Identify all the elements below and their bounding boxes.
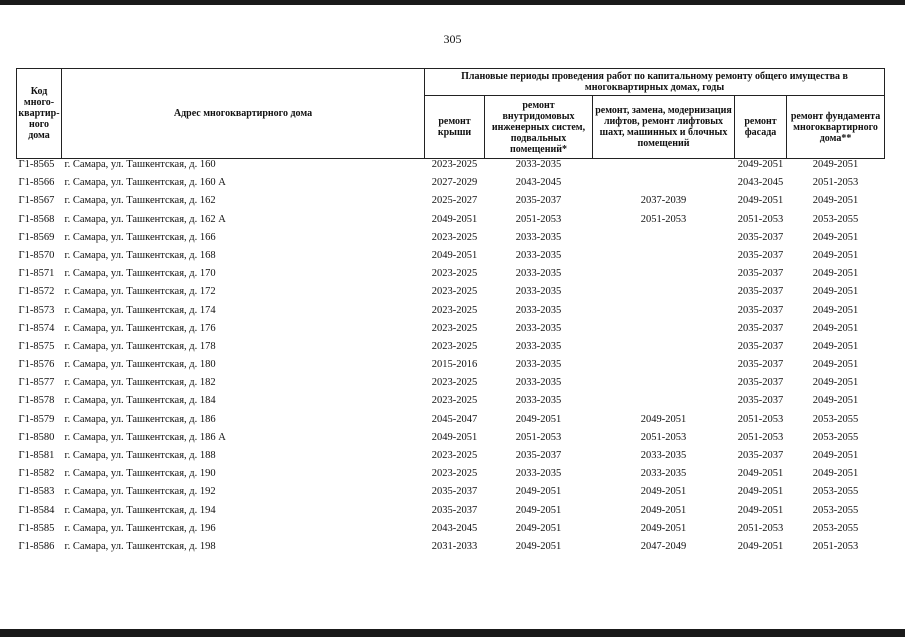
header-foundation: ремонт фундамента многоквартирного дома** <box>787 96 885 159</box>
row-foundation-period: 2051-2053 <box>812 177 859 189</box>
row-address: г. Самара, ул. Ташкентская, д. 168 <box>64 249 216 261</box>
row-foundation-period: 2053-2055 <box>812 431 859 443</box>
row-lifts-period <box>593 159 735 178</box>
table-row <box>17 468 885 486</box>
row-roof-period: 2015-2016 <box>431 359 478 371</box>
table-row <box>17 505 885 523</box>
table-row <box>17 395 885 413</box>
repair-schedule-table <box>16 68 885 559</box>
top-border-rule <box>0 0 905 5</box>
row-address: г. Самара, ул. Ташкентская, д. 184 <box>64 395 216 407</box>
table-row <box>17 195 885 213</box>
row-address: г. Самара, ул. Ташкентская, д. 192 <box>64 486 216 498</box>
table-row <box>17 450 885 468</box>
row-code: Г1-8574 <box>18 322 55 334</box>
row-facade-period: 2035-2037 <box>737 322 784 334</box>
row-roof-period: 2023-2025 <box>431 286 478 298</box>
row-code: Г1-8583 <box>18 486 55 498</box>
table-row <box>17 486 885 504</box>
row-address: г. Самара, ул. Ташкентская, д. 196 <box>64 522 216 534</box>
row-roof-period: 2023-2025 <box>431 159 478 170</box>
table-row <box>17 250 885 268</box>
row-foundation-period: 2049-2051 <box>812 195 859 207</box>
row-code: Г1-8579 <box>18 413 55 425</box>
row-systems-period: 2049-2051 <box>515 522 562 534</box>
row-facade-period: 2051-2053 <box>737 522 784 534</box>
table-row <box>17 359 885 377</box>
row-systems-period: 2049-2051 <box>515 486 562 498</box>
row-address: г. Самара, ул. Ташкентская, д. 186 А <box>64 431 226 443</box>
row-systems-period: 2033-2035 <box>515 286 562 298</box>
row-roof-period: 2031-2033 <box>431 540 478 552</box>
row-code: Г1-8568 <box>18 213 55 225</box>
row-lifts-period <box>593 286 735 304</box>
row-foundation-period: 2049-2051 <box>812 340 859 352</box>
row-systems-period: 2033-2035 <box>515 322 562 334</box>
row-address: г. Самара, ул. Ташкентская, д. 194 <box>64 504 216 516</box>
row-systems-period: 2035-2037 <box>515 195 562 207</box>
row-roof-period: 2035-2037 <box>431 504 478 516</box>
row-lifts-period <box>593 323 735 341</box>
row-roof-period: 2023-2025 <box>431 377 478 389</box>
header-periods: Плановые периоды проведения работ по капитальному ремонту общего имущества в многоквартирных домах, годы <box>425 69 885 96</box>
row-foundation-period: 2053-2055 <box>812 486 859 498</box>
row-facade-period: 2035-2037 <box>737 359 784 371</box>
row-roof-period: 2023-2025 <box>431 304 478 316</box>
row-roof-period: 2049-2051 <box>431 431 478 443</box>
row-code: Г1-8581 <box>18 450 55 461</box>
row-roof-period: 2023-2025 <box>431 340 478 352</box>
row-facade-period: 2049-2051 <box>737 486 784 498</box>
row-systems-period: 2033-2035 <box>515 359 562 371</box>
row-code: Г1-8573 <box>18 304 55 316</box>
row-facade-period: 2049-2051 <box>737 195 784 207</box>
row-systems-period: 2033-2035 <box>515 159 562 170</box>
row-address: г. Самара, ул. Ташкентская, д. 172 <box>64 286 216 298</box>
page-number: 305 <box>443 32 462 46</box>
row-facade-period: 2049-2051 <box>737 159 784 170</box>
row-facade-period: 2049-2051 <box>737 540 784 552</box>
row-systems-period: 2035-2037 <box>515 450 562 461</box>
row-systems-period: 2049-2051 <box>515 540 562 552</box>
row-foundation-period: 2049-2051 <box>812 304 859 316</box>
row-foundation-period: 2053-2055 <box>812 213 859 225</box>
row-facade-period: 2035-2037 <box>737 377 784 389</box>
row-code: Г1-8572 <box>18 286 55 298</box>
row-lifts-period: 2049-2051 <box>640 413 687 425</box>
header-code: Код много-квартир-ного дома <box>17 69 62 159</box>
row-systems-period: 2033-2035 <box>515 249 562 261</box>
row-address: г. Самара, ул. Ташкентская, д. 162 А <box>64 213 226 225</box>
row-address: г. Самара, ул. Ташкентская, д. 174 <box>64 304 216 316</box>
row-roof-period: 2049-2051 <box>431 249 478 261</box>
row-address: г. Самара, ул. Ташкентская, д. 160 <box>64 159 216 170</box>
table-row <box>17 432 885 450</box>
row-code: Г1-8570 <box>18 249 55 261</box>
table-row <box>17 323 885 341</box>
row-lifts-period <box>593 305 735 323</box>
row-address: г. Самара, ул. Ташкентская, д. 176 <box>64 322 216 334</box>
row-lifts-period <box>593 377 735 395</box>
table-row <box>17 541 885 559</box>
row-systems-period: 2051-2053 <box>515 213 562 225</box>
row-code: Г1-8567 <box>18 195 55 207</box>
row-address: г. Самара, ул. Ташкентская, д. 182 <box>64 377 216 389</box>
row-systems-period: 2033-2035 <box>515 304 562 316</box>
table-row <box>17 177 885 195</box>
row-systems-period: 2033-2035 <box>515 468 562 480</box>
table-row <box>17 414 885 432</box>
header-facade: ремонт фасада <box>735 96 787 159</box>
row-systems-period: 2051-2053 <box>515 431 562 443</box>
row-facade-period: 2051-2053 <box>737 431 784 443</box>
row-address: г. Самара, ул. Ташкентская, д. 160 А <box>64 177 226 189</box>
row-facade-period: 2035-2037 <box>737 304 784 316</box>
row-facade-period: 2035-2037 <box>737 395 784 407</box>
row-lifts-period: 2033-2035 <box>640 450 687 461</box>
row-lifts-period: 2051-2053 <box>640 213 687 225</box>
row-foundation-period: 2049-2051 <box>812 395 859 407</box>
row-address: г. Самара, ул. Ташкентская, д. 166 <box>64 231 216 243</box>
row-roof-period: 2023-2025 <box>431 268 478 280</box>
table-header <box>17 69 885 159</box>
row-facade-period: 2035-2037 <box>737 340 784 352</box>
row-systems-period: 2033-2035 <box>515 231 562 243</box>
row-foundation-period: 2049-2051 <box>812 231 859 243</box>
row-lifts-period <box>593 268 735 286</box>
row-systems-period: 2033-2035 <box>515 377 562 389</box>
row-lifts-period: 2049-2051 <box>640 486 687 498</box>
row-lifts-period <box>593 395 735 413</box>
row-lifts-period <box>593 177 735 195</box>
row-foundation-period: 2053-2055 <box>812 504 859 516</box>
row-lifts-period <box>593 359 735 377</box>
row-lifts-period <box>593 250 735 268</box>
table-row <box>17 286 885 304</box>
row-address: г. Самара, ул. Ташкентская, д. 170 <box>64 268 216 280</box>
row-roof-period: 2023-2025 <box>431 450 478 461</box>
row-roof-period: 2027-2029 <box>431 177 478 189</box>
row-code: Г1-8565 <box>18 159 55 170</box>
table-body <box>17 159 885 560</box>
table-row <box>17 268 885 286</box>
row-code: Г1-8584 <box>18 504 55 516</box>
row-facade-period: 2035-2037 <box>737 450 784 461</box>
row-roof-period: 2045-2047 <box>431 413 478 425</box>
row-address: г. Самара, ул. Ташкентская, д. 186 <box>64 413 216 425</box>
row-address: г. Самара, ул. Ташкентская, д. 180 <box>64 359 216 371</box>
row-lifts-period <box>593 341 735 359</box>
row-address: г. Самара, ул. Ташкентская, д. 178 <box>64 340 216 352</box>
row-foundation-period: 2053-2055 <box>812 413 859 425</box>
table-row <box>17 159 885 178</box>
row-roof-period: 2043-2045 <box>431 522 478 534</box>
row-foundation-period: 2049-2051 <box>812 322 859 334</box>
row-code: Г1-8577 <box>18 377 55 389</box>
row-foundation-period: 2049-2051 <box>812 377 859 389</box>
row-facade-period: 2035-2037 <box>737 268 784 280</box>
row-roof-period: 2023-2025 <box>431 231 478 243</box>
row-roof-period: 2049-2051 <box>431 213 478 225</box>
row-code: Г1-8569 <box>18 231 55 243</box>
row-code: Г1-8585 <box>18 522 55 534</box>
row-foundation-period: 2049-2051 <box>812 286 859 298</box>
row-facade-period: 2035-2037 <box>737 249 784 261</box>
row-systems-period: 2049-2051 <box>515 504 562 516</box>
row-lifts-period: 2037-2039 <box>640 195 687 207</box>
header-roof: ремонт крыши <box>425 96 485 159</box>
row-code: Г1-8578 <box>18 395 55 407</box>
table-row <box>17 232 885 250</box>
table-row <box>17 523 885 541</box>
header-lifts: ремонт, замена, модернизация лифтов, ремонт лифтовых шахт, машинных и блочных помещений <box>593 96 735 159</box>
header-systems: ремонт внутридомовых инженерных систем, подвальных помещений* <box>485 96 593 159</box>
row-systems-period: 2033-2035 <box>515 395 562 407</box>
header-address: Адрес многоквартирного дома <box>62 69 425 159</box>
row-facade-period: 2049-2051 <box>737 468 784 480</box>
row-facade-period: 2049-2051 <box>737 504 784 516</box>
row-systems-period: 2033-2035 <box>515 268 562 280</box>
table-row <box>17 377 885 395</box>
row-foundation-period: 2049-2051 <box>812 450 859 461</box>
row-foundation-period: 2051-2053 <box>812 540 859 552</box>
table-row <box>17 305 885 323</box>
row-roof-period: 2023-2025 <box>431 395 478 407</box>
row-address: г. Самара, ул. Ташкентская, д. 188 <box>64 450 216 461</box>
row-address: г. Самара, ул. Ташкентская, д. 198 <box>64 540 216 552</box>
row-foundation-period: 2053-2055 <box>812 522 859 534</box>
bottom-border-rule <box>0 629 905 637</box>
row-foundation-period: 2049-2051 <box>812 359 859 371</box>
row-foundation-period: 2049-2051 <box>812 159 859 170</box>
row-code: Г1-8575 <box>18 340 55 352</box>
row-foundation-period: 2049-2051 <box>812 249 859 261</box>
row-roof-period: 2035-2037 <box>431 486 478 498</box>
row-facade-period: 2035-2037 <box>737 231 784 243</box>
table-row <box>17 214 885 232</box>
row-lifts-period <box>593 232 735 250</box>
row-roof-period: 2025-2027 <box>431 195 478 207</box>
row-facade-period: 2051-2053 <box>737 413 784 425</box>
row-systems-period: 2049-2051 <box>515 413 562 425</box>
row-address: г. Самара, ул. Ташкентская, д. 162 <box>64 195 216 207</box>
table-row <box>17 341 885 359</box>
row-facade-period: 2035-2037 <box>737 286 784 298</box>
row-address: г. Самара, ул. Ташкентская, д. 190 <box>64 468 216 480</box>
row-code: Г1-8586 <box>18 540 55 552</box>
row-lifts-period: 2051-2053 <box>640 431 687 443</box>
row-code: Г1-8582 <box>18 468 55 480</box>
row-foundation-period: 2049-2051 <box>812 268 859 280</box>
row-code: Г1-8571 <box>18 268 55 280</box>
row-lifts-period: 2047-2049 <box>640 540 687 552</box>
row-code: Г1-8576 <box>18 359 55 371</box>
row-systems-period: 2043-2045 <box>515 177 562 189</box>
row-systems-period: 2033-2035 <box>515 340 562 352</box>
row-facade-period: 2051-2053 <box>737 213 784 225</box>
row-foundation-period: 2049-2051 <box>812 468 859 480</box>
row-lifts-period: 2049-2051 <box>640 522 687 534</box>
row-roof-period: 2023-2025 <box>431 468 478 480</box>
row-code: Г1-8566 <box>18 177 55 189</box>
row-lifts-period: 2049-2051 <box>640 504 687 516</box>
row-roof-period: 2023-2025 <box>431 322 478 334</box>
row-facade-period: 2043-2045 <box>737 177 784 189</box>
row-code: Г1-8580 <box>18 431 55 443</box>
row-lifts-period: 2033-2035 <box>640 468 687 480</box>
